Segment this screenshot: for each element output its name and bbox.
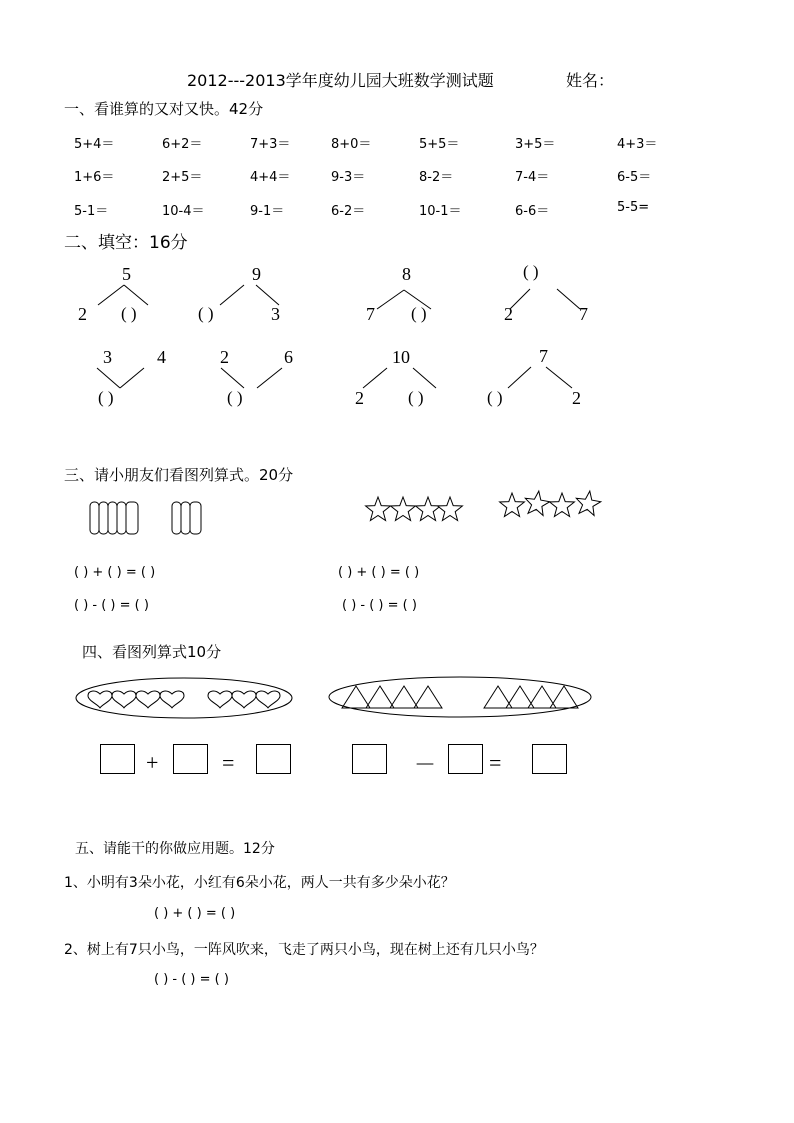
arithmetic-item[interactable]: 1+6＝ [74,170,115,185]
minus-sign: － [414,752,437,777]
arithmetic-item[interactable]: 7-4＝ [515,170,550,185]
section1-title: 一、看谁算的又对又快。42分 [64,100,264,118]
arithmetic-item[interactable]: 7+3＝ [250,137,291,152]
stars-sub-formula[interactable]: ( ) - ( ) = ( ) [342,598,417,613]
arithmetic-item[interactable]: 9-3＝ [331,170,366,185]
heart-icon [160,691,184,708]
question-2-answer[interactable]: ( ) - ( ) = ( ) [154,972,229,987]
answer-box-5[interactable] [448,744,483,774]
tree8-left-blank[interactable]: ( ) [487,388,503,407]
tree5-right: 4 [157,347,166,367]
section2-title: 二、填空：16分 [64,233,188,253]
answer-box-6[interactable] [532,744,567,774]
plus-sign: + [146,750,159,775]
question-1: 1、小明有3朵小花，小红有6朵小花，两人一共有多少朵小花？ [64,875,455,891]
tree3-left: 7 [366,304,375,324]
tree3-right-blank[interactable]: ( ) [411,304,427,323]
arithmetic-item[interactable]: 9-1＝ [250,204,285,219]
arithmetic-item[interactable]: 4+3＝ [617,137,658,152]
star-icon [366,497,391,521]
section4-title: 四、看图列算式10分 [82,643,222,661]
tree7-left: 2 [355,388,364,408]
arithmetic-item[interactable]: 6-5＝ [617,170,652,185]
star-icon [416,497,441,521]
arithmetic-item[interactable]: 6+2＝ [162,137,203,152]
star-groups [366,491,601,520]
answer-box-1[interactable] [100,744,135,774]
tree4-right: 7 [579,304,588,324]
section5-title: 五、请能干的你做应用题。12分 [75,841,275,857]
tree3-top: 8 [402,264,411,284]
star-icon [500,493,525,517]
arithmetic-item[interactable]: 8-2＝ [419,170,454,185]
arithmetic-item[interactable]: 10-4＝ [162,204,205,219]
stars-add-formula[interactable]: ( ) + ( ) = ( ) [338,565,420,580]
arithmetic-item[interactable]: 6-2＝ [331,204,366,219]
tree5-bottom-blank[interactable]: ( ) [98,388,114,407]
sticks-sub-formula[interactable]: ( ) - ( ) = ( ) [74,598,149,613]
arithmetic-item[interactable]: 5-1＝ [74,204,109,219]
stick-bundle-3 [172,502,201,534]
tree4-left: 2 [504,304,513,324]
tree6-right: 6 [284,347,293,367]
heart-icon [112,691,136,708]
arithmetic-item[interactable]: 5-5= [617,200,650,215]
star-icon [525,491,550,515]
number-tree-lines [97,285,580,388]
page-title: 2012---2013学年度幼儿园大班数学测试题 [187,71,494,90]
tree1-left: 2 [78,304,87,324]
arithmetic-item[interactable]: 5+4＝ [74,137,115,152]
section3-title: 三、请小朋友们看图列算式。20分 [64,466,294,484]
tree2-right: 3 [271,304,280,324]
arithmetic-item[interactable]: 2+5＝ [162,170,203,185]
arithmetic-item[interactable]: 10-1＝ [419,204,462,219]
answer-box-4[interactable] [352,744,387,774]
triangle-group [342,686,578,708]
heart-icon [232,691,256,708]
triangle-ellipse [329,677,591,717]
arithmetic-item[interactable]: 6-6＝ [515,204,550,219]
star-icon [438,497,463,521]
tree5-left: 3 [103,347,112,367]
answer-box-3[interactable] [256,744,291,774]
arithmetic-item[interactable]: 3+5＝ [515,137,556,152]
heart-icon [208,691,232,708]
star-icon [391,497,416,521]
tree7-right-blank[interactable]: ( ) [408,388,424,407]
tree1-top: 5 [122,264,131,284]
star-icon [576,491,601,515]
question-2: 2、树上有7只小鸟，一阵风吹来，飞走了两只小鸟，现在树上还有几只小鸟？ [64,942,544,958]
equals-sign-2: = [489,750,502,775]
tree2-left-blank[interactable]: ( ) [198,304,214,323]
heart-group [88,691,280,708]
answer-box-2[interactable] [173,744,208,774]
heart-icon [88,691,112,708]
tree6-bottom-blank[interactable]: ( ) [227,388,243,407]
equals-sign-1: = [222,750,235,775]
tree8-top: 7 [539,346,548,366]
heart-icon [136,691,160,708]
star-icon [550,493,575,517]
arithmetic-item[interactable]: 8+0＝ [331,137,372,152]
heart-icon [256,691,280,708]
tree7-top: 10 [392,347,410,367]
arithmetic-item[interactable]: 5+5＝ [419,137,460,152]
tree4-top-blank[interactable]: ( ) [523,262,539,281]
name-label: 姓名： [566,71,615,90]
tree1-right-blank[interactable]: ( ) [121,304,137,323]
arithmetic-item[interactable]: 4+4＝ [250,170,291,185]
tree2-top: 9 [252,264,261,284]
question-1-answer[interactable]: ( ) + ( ) = ( ) [154,906,236,921]
stick-bundle-5 [90,502,138,534]
sticks-add-formula[interactable]: ( ) + ( ) = ( ) [74,565,156,580]
tree6-left: 2 [220,347,229,367]
tree8-right: 2 [572,388,581,408]
